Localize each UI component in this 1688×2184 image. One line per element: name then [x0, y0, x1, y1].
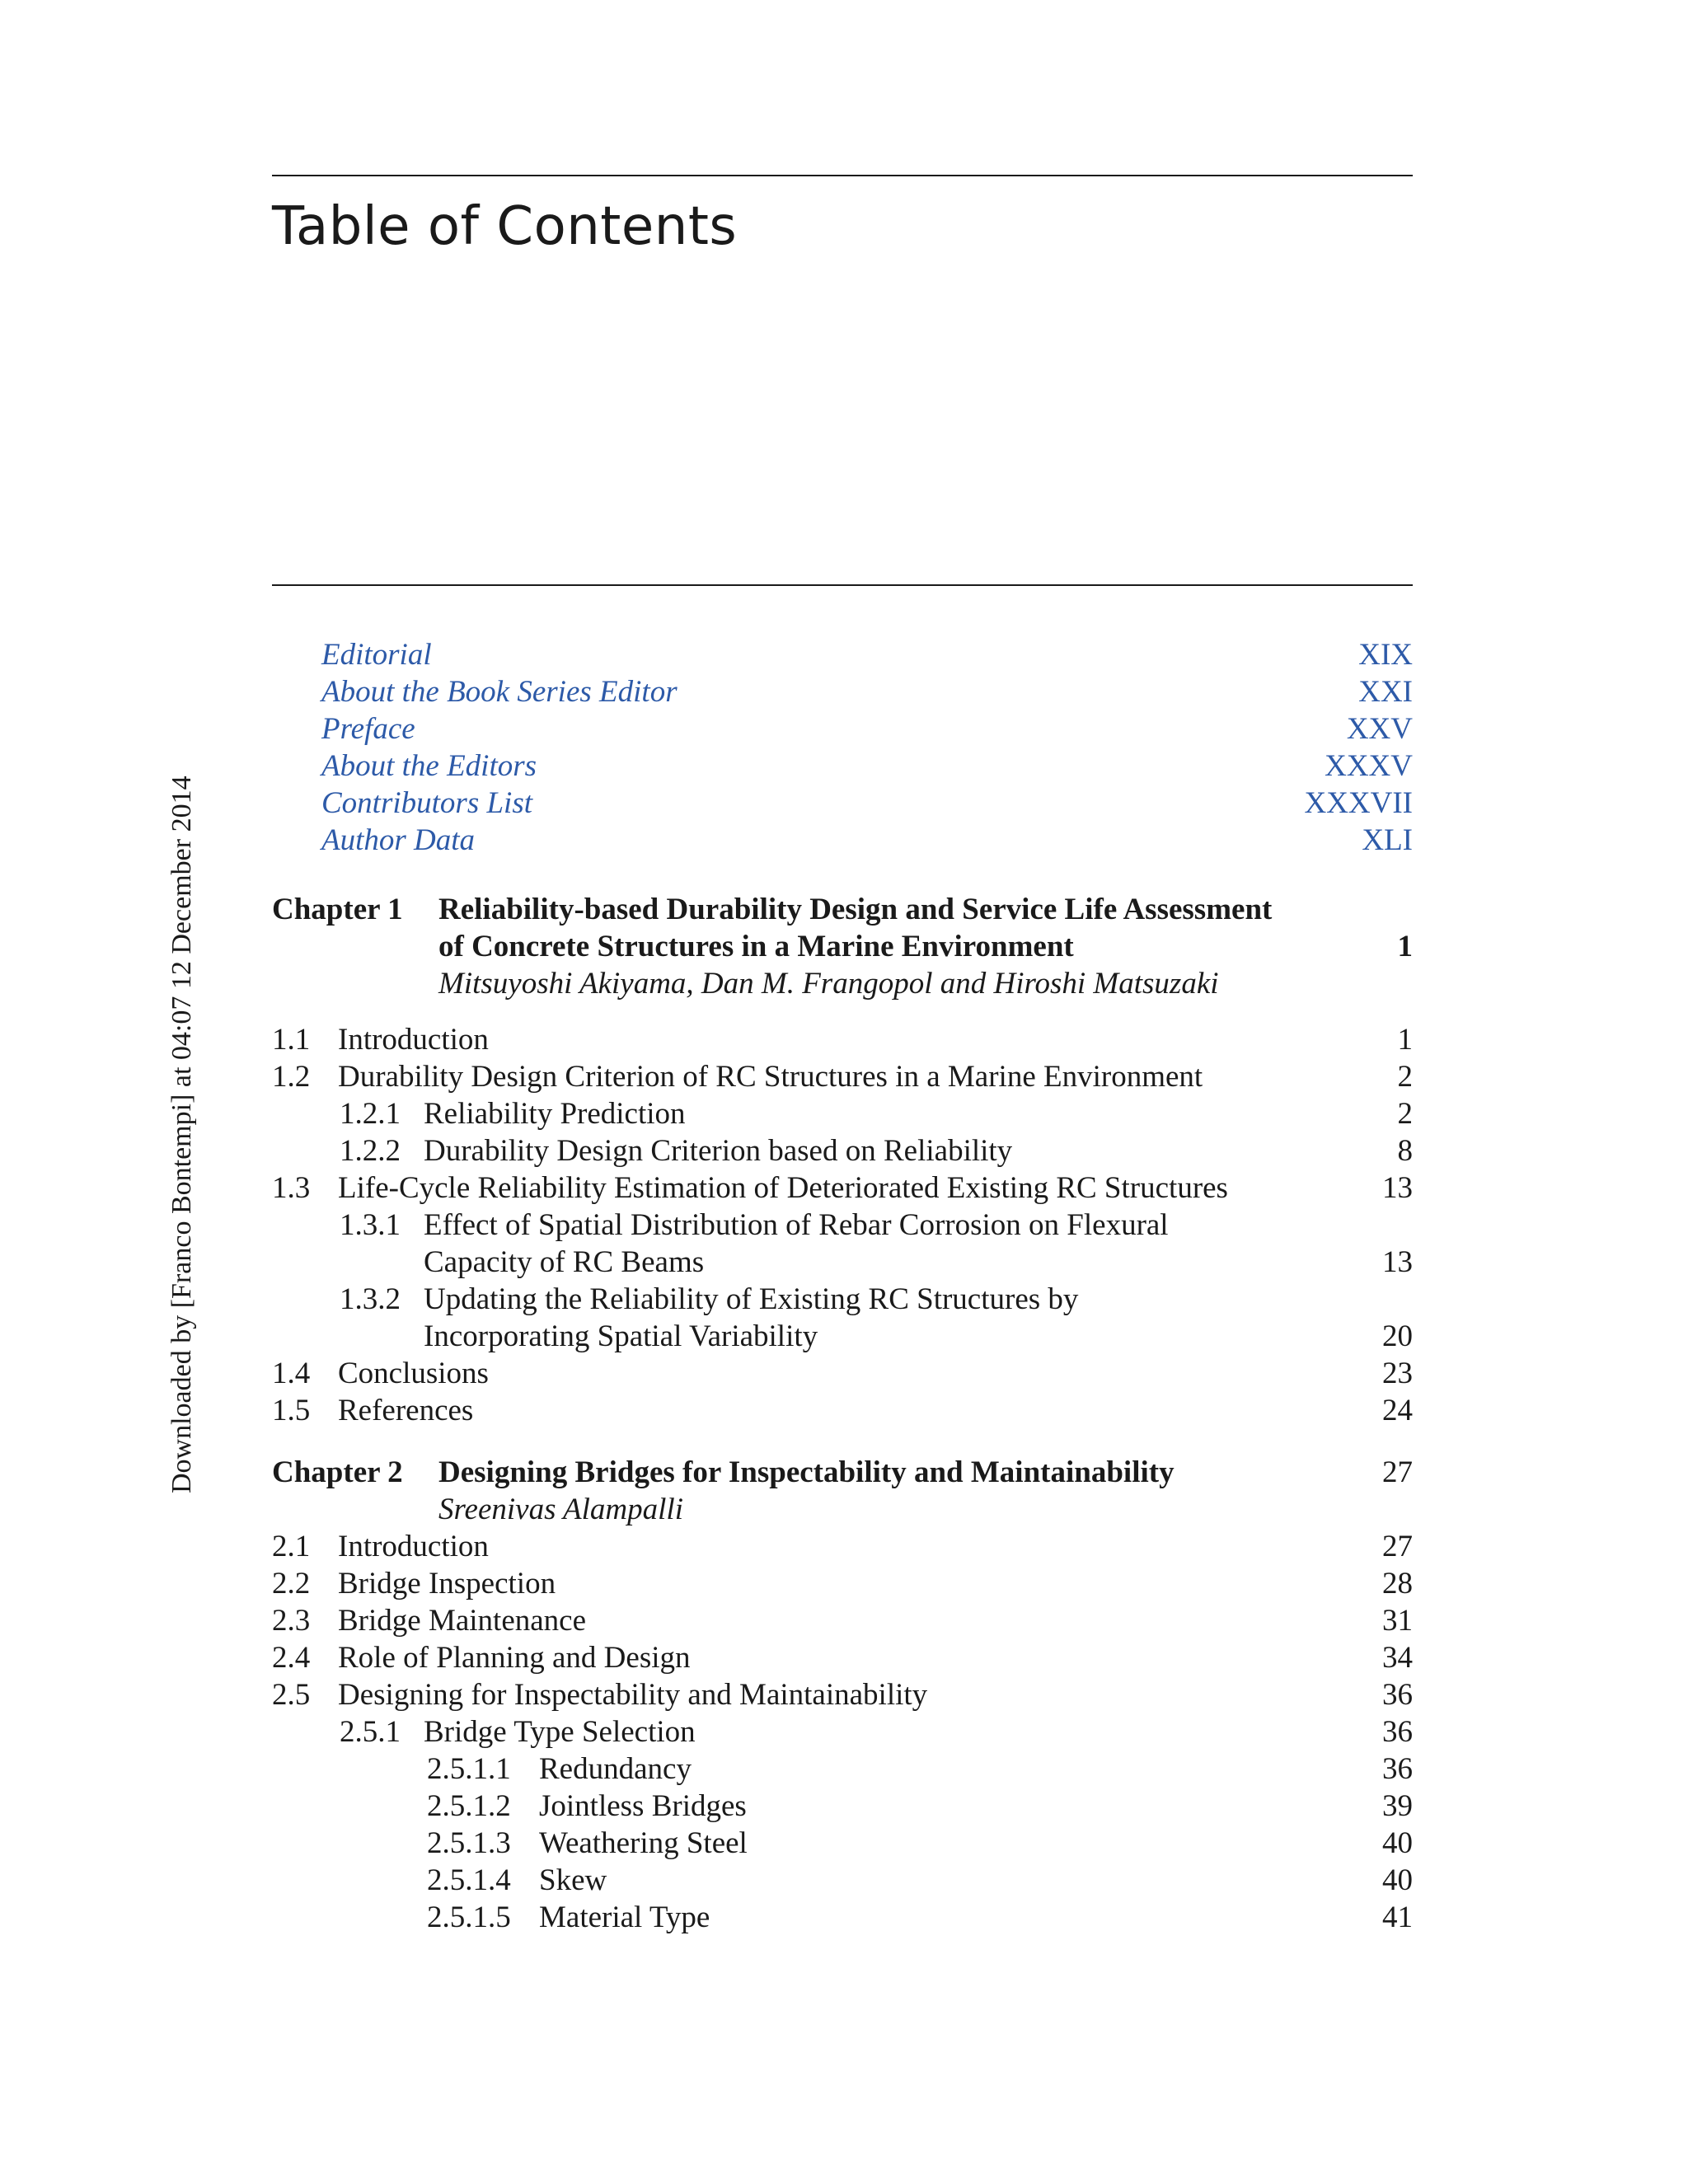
section-title: Updating the Reliability of Existing RC Structures by [424, 1282, 1079, 1316]
section-title: Durability Design Criterion based on Reliability [424, 1134, 1013, 1168]
toc-page-number: 20 [1382, 1319, 1413, 1353]
section-title: Bridge Inspection [338, 1567, 556, 1601]
section-title: Designing for Inspectability and Maintainability [338, 1678, 928, 1712]
toc-page-number: 2 [1397, 1097, 1413, 1131]
toc-entry [272, 1528, 489, 1565]
section-title: Effect of Spatial Distribution of Rebar Corrosion on Flexural [424, 1208, 1169, 1242]
section-number: 1.3 [272, 1171, 311, 1205]
toc-entry [427, 1899, 710, 1936]
toc-link-contributors[interactable]: Contributors List [321, 786, 533, 820]
toc-entry [272, 1602, 586, 1639]
section-number: 2.5.1.1 [427, 1752, 511, 1786]
toc-link-preface[interactable]: Preface [321, 712, 415, 746]
toc-page-number: 28 [1382, 1567, 1413, 1601]
section-title-continued: Capacity of RC Beams [424, 1245, 705, 1279]
chapter-title-continued: of Concrete Structures in a Marine Environment [438, 930, 1074, 963]
section-rule [272, 584, 1413, 586]
toc-page-number[interactable]: XXXV [1325, 749, 1413, 783]
toc-link-editors[interactable]: About the Editors [321, 749, 537, 783]
toc-entry [427, 1750, 692, 1788]
section-title: Weathering Steel [539, 1826, 748, 1860]
toc-page-number: 23 [1382, 1357, 1413, 1390]
chapter-authors: Mitsuyoshi Akiyama, Dan M. Frangopol and Hiroshi Matsuzaki [438, 967, 1219, 1001]
section-title: Jointless Bridges [539, 1789, 747, 1823]
toc-entry [340, 1095, 686, 1132]
toc-page-number: 40 [1382, 1826, 1413, 1860]
toc-page-number[interactable]: XXV [1346, 712, 1413, 746]
section-number: 2.1 [272, 1530, 311, 1563]
chapter-title: Designing Bridges for Inspectability and Maintainability [438, 1455, 1175, 1489]
chapter-label: Chapter 2 [272, 1455, 403, 1489]
section-number: 1.4 [272, 1357, 311, 1390]
toc-link-series-editor[interactable]: About the Book Series Editor [321, 675, 678, 709]
section-number: 2.4 [272, 1641, 311, 1675]
page-title: Table of Contents [272, 196, 738, 257]
chapter-title: Reliability-based Durability Design and Service Life Assessment [438, 893, 1273, 926]
section-title: Life-Cycle Reliability Estimation of Deteriorated Existing RC Structures [338, 1171, 1228, 1205]
toc-entry [340, 1132, 1012, 1169]
section-title: Material Type [539, 1900, 710, 1934]
toc-entry [340, 1713, 696, 1750]
top-rule [272, 175, 1413, 176]
toc-page-number: 36 [1382, 1752, 1413, 1786]
toc-entry [272, 1565, 556, 1602]
toc-entry [272, 1639, 691, 1676]
section-number: 1.3.2 [340, 1282, 401, 1316]
section-title: Bridge Maintenance [338, 1604, 587, 1638]
toc-page-number: 40 [1382, 1863, 1413, 1897]
toc-entry [272, 1676, 927, 1713]
chapter-authors: Sreenivas Alampalli [438, 1493, 683, 1526]
section-title: Redundancy [539, 1752, 692, 1786]
section-number: 1.2 [272, 1060, 311, 1094]
toc-page-number: 34 [1382, 1641, 1413, 1675]
toc-page-number: 2 [1397, 1060, 1413, 1094]
toc-page-number: 36 [1382, 1715, 1413, 1749]
section-title: References [338, 1394, 474, 1427]
chapter-page-number: 1 [1397, 930, 1413, 963]
toc-page-number: 27 [1382, 1530, 1413, 1563]
toc-entry [272, 1058, 1203, 1095]
toc-entry [272, 1355, 489, 1392]
toc-page-number: 8 [1397, 1134, 1413, 1168]
section-title: Introduction [338, 1530, 489, 1563]
section-number: 1.1 [272, 1023, 311, 1057]
toc-link-author-data[interactable]: Author Data [321, 823, 476, 857]
toc-entry [272, 1392, 473, 1429]
section-title: Skew [539, 1863, 607, 1897]
chapter-page-number: 27 [1382, 1455, 1413, 1489]
section-number: 2.3 [272, 1604, 311, 1638]
chapter-label: Chapter 1 [272, 893, 403, 926]
toc-page-number: 39 [1382, 1789, 1413, 1823]
section-number: 2.5.1.2 [427, 1789, 511, 1823]
section-number: 2.5.1.4 [427, 1863, 511, 1897]
section-title: Bridge Type Selection [424, 1715, 696, 1749]
section-number: 2.5.1.3 [427, 1826, 511, 1860]
section-number: 1.2.2 [340, 1134, 401, 1168]
section-title: Introduction [338, 1023, 489, 1057]
toc-page-number: 13 [1382, 1245, 1413, 1279]
download-watermark: Downloaded by [Franco Bontempi] at 04:07 12 December 2014 [166, 776, 197, 1493]
toc-entry [272, 1021, 489, 1058]
toc-entry [427, 1788, 747, 1825]
section-number: 2.5.1.5 [427, 1900, 511, 1934]
toc-page-number: 1 [1397, 1023, 1413, 1057]
toc-page-number: 24 [1382, 1394, 1413, 1427]
toc-entry [272, 1169, 1228, 1207]
toc-page-number: 36 [1382, 1678, 1413, 1712]
toc-page-number: 13 [1382, 1171, 1413, 1205]
toc-page-number[interactable]: XXI [1358, 675, 1413, 709]
section-number: 1.2.1 [340, 1097, 401, 1131]
section-title: Conclusions [338, 1357, 489, 1390]
section-title: Durability Design Criterion of RC Structures in a Marine Environment [338, 1060, 1203, 1094]
toc-page-number: 31 [1382, 1604, 1413, 1638]
section-number: 2.2 [272, 1567, 311, 1601]
section-title: Reliability Prediction [424, 1097, 686, 1131]
toc-page-number[interactable]: XLI [1362, 823, 1413, 857]
section-title-continued: Incorporating Spatial Variability [424, 1319, 818, 1353]
toc-entry [427, 1862, 607, 1899]
toc-page-number[interactable]: XXXVII [1304, 786, 1413, 820]
toc-entry [340, 1281, 1078, 1318]
section-number: 1.3.1 [340, 1208, 401, 1242]
toc-link-editorial[interactable]: Editorial [321, 638, 432, 672]
section-number: 2.5.1 [340, 1715, 401, 1749]
section-number: 2.5 [272, 1678, 311, 1712]
toc-entry [427, 1825, 748, 1862]
toc-page-number: 41 [1382, 1900, 1413, 1934]
section-number: 1.5 [272, 1394, 311, 1427]
toc-entry [340, 1207, 1169, 1244]
section-title: Role of Planning and Design [338, 1641, 691, 1675]
toc-page-number[interactable]: XIX [1358, 638, 1413, 672]
